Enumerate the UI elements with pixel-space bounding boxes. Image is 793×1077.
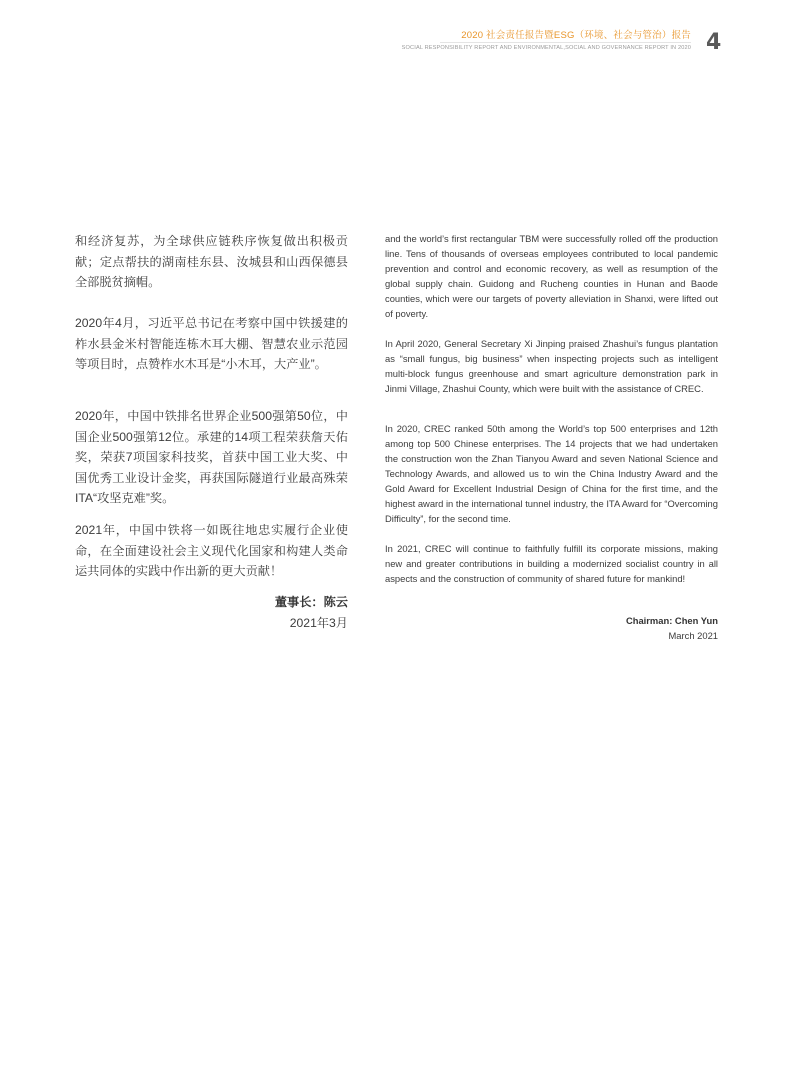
cn-paragraph-1: 和经济复苏，为全球供应链秩序恢复做出积极贡献；定点帮扶的湖南桂东县、汝城县和山西保德县全部脱贫摘帽。 bbox=[75, 234, 348, 289]
chinese-column bbox=[75, 231, 348, 633]
cn-paragraph-3: 2020年，中国中铁排名世界企业500强第50位，中国企业500强第12位。承建的14项工程荣获詹天佑奖，荣获7项国家科技奖，首获中国工业大奖、中国优秀工业设计金奖，再获国际隧道行业最高殊荣ITA“攻坚克难”奖。 bbox=[75, 409, 348, 505]
english-column bbox=[385, 231, 718, 643]
cn-signature: 董事长：陈云 bbox=[274, 595, 348, 609]
report-title-en: SOCIAL RESPONSIBILITY REPORT AND ENVIRONMENTAL,SOCIAL AND GOVERNANCE REPORT IN 2020 bbox=[401, 45, 691, 51]
cn-paragraph-4: 2021年，中国中铁将一如既往地忠实履行企业使命，在全面建设社会主义现代化国家和构建人类命运共同体的实践中作出新的更大贡献！ bbox=[75, 523, 348, 578]
en-paragraph-1: and the world’s first rectangular TBM were successfully rolled off the production line. Tens of thousands of overseas employees contributed to local pandemic prevention and control and economic recovery, as well as resumption of the global supply chain. Guidong and Rucheng counties in Hunan and Baode counties, which were our targets of poverty alleviation in Shanxi, were lifted out of poverty. bbox=[385, 233, 718, 319]
en-paragraph-3: In 2020, CREC ranked 50th among the World’s top 500 enterprises and 12th among top 500 Chinese enterprises. The 14 projects that we had undertaken the construction won the Zhan Tianyou Award and seven National Science and Technology Awards, and allowed us to win the China Industry Award and the Gold Award for Excellent Industrial Design of China for the first time, and the highest award in the international tunnel industry, the ITA Award for “Overcoming Difficulty”, for the second time. bbox=[385, 423, 718, 524]
header-divider bbox=[440, 42, 691, 43]
page-number: 4 bbox=[706, 30, 722, 55]
en-paragraph-4: In 2021, CREC will continue to faithfully fulfill its corporate missions, making new and greater contributions in building a modernized socialist country in all aspects and the construction of community of shared future for mankind! bbox=[385, 543, 718, 584]
en-signature: Chairman: Chen Yun bbox=[625, 615, 718, 626]
report-title-cn: 2020 社会责任报告暨ESG（环境、社会与管治）报告 bbox=[461, 30, 691, 41]
en-date: March 2021 bbox=[668, 630, 718, 641]
en-paragraph-2: In April 2020, General Secretary Xi Jinping praised Zhashui’s fungus plantation as “small fungus, big business” when inspecting projects such as intelligent multi-block fungus greenhouse and smart agriculture demonstration park in Jinmi Village, Zhashui County, which were built with the assistance of CREC. bbox=[385, 338, 718, 394]
cn-date: 2021年3月 bbox=[289, 615, 348, 630]
cn-paragraph-2: 2020年4月，习近平总书记在考察中国中铁援建的柞水县金米村智能连栋木耳大棚、智慧农业示范园等项目时，点赞柞水木耳是“小木耳，大产业”。 bbox=[75, 316, 348, 371]
